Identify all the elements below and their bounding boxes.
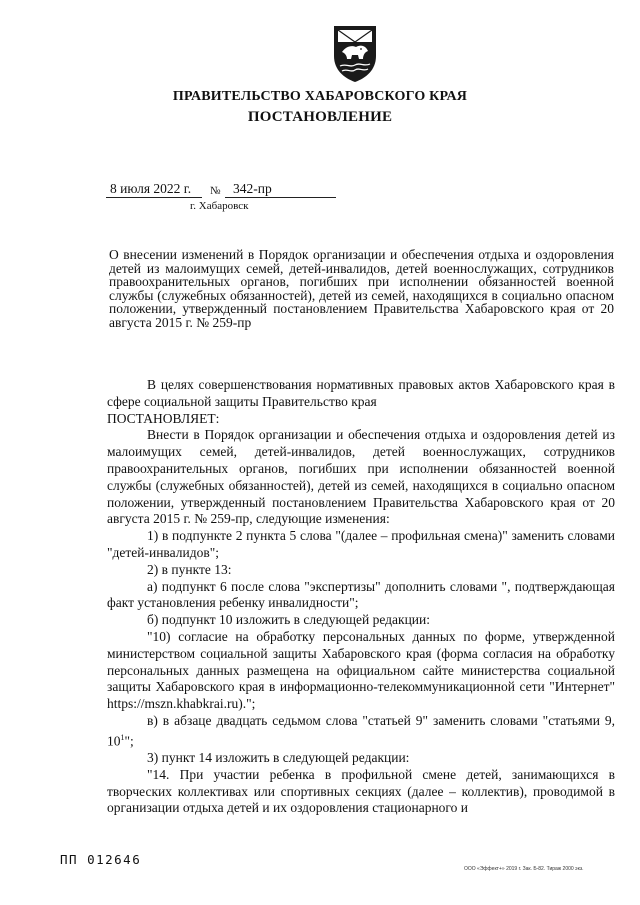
serial-number: ПП 012646 [60,852,142,867]
number-label: № [210,185,221,197]
body-paragraph: "10) согласие на обработку персональных данных по форме, утвержденной министерством социальной защиты Хабаровского края (форма согласия на обработку персональных данных размещена на официальном сайте министерства социальной защиты Хабаровского края в информационно-телекоммуникационной сети "Интернет" https://mszn.khabkrai.ru)."; [107,628,615,712]
date-underline [106,197,202,198]
government-title: ПРАВИТЕЛЬСТВО ХАБАРОВСКОГО КРАЯ [172,89,468,104]
paragraph-text: "; [124,733,134,749]
document-subject: О внесении изменений в Порядок организации и обеспечения отдыха и оздоровления детей из малоимущих семей, детей-инвалидов, детей военнослужащих, сотрудников правоохранительных органов, погибших при исполнении обязанностей военной службы (служебных обязанностей), детей из семей, находящихся в социально опасном положении, утвержденный постановлением Правительства Хабаровского края от 20 августа 2015 г. № 259-пр [109,247,614,330]
document-type: ПОСТАНОВЛЕНИЕ [247,109,393,125]
paragraph-text: в) в абзаце двадцать седьмом слова "статьей 9" заменить словами "статьями 9, 10 [107,712,615,749]
decree-word: ПОСТАНОВЛЯЕТ: [107,410,220,426]
body-paragraph: б) подпункт 10 изложить в следующей редакции: [147,612,431,628]
body-paragraph: "14. При участии ребенка в профильной смене детей, занимающихся в творческих коллективах или спортивных секциях (далее – коллектив), проводимой в организации отдыха детей и их оздоровления стационарного и [107,766,615,816]
number-underline [225,197,336,198]
superscript: 1 [120,732,125,742]
document-body [107,377,615,817]
printer-imprint: ООО «Эффект+» 2019 г. Зак. Б-82. Тираж 2000 экз. [464,866,584,872]
body-paragraph: а) подпункт 6 после слова "экспертизы" дополнить словами ", подтверждающая факт установления ребенку инвалидности"; [107,578,615,611]
document-number: 342-пр [233,181,272,196]
document-city: г. Хабаровск [190,200,249,212]
body-paragraph [107,713,615,750]
coat-of-arms-icon [328,22,382,84]
body-paragraph: 2) в пункте 13: [147,561,232,577]
body-paragraph: 1) в подпункте 2 пункта 5 слова "(далее – профильная смена)" заменить словами "детей-инвалидов"; [107,528,615,560]
body-paragraph: 3) пункт 14 изложить в следующей редакции: [147,750,410,766]
body-paragraph: Внести в Порядок организации и обеспечения отдыха и оздоровления детей из малоимущих семей, детей-инвалидов, детей военнослужащих, сотрудников правоохранительных органов, погибших при исполнении обязанностей военной службы (служебных обязанностей), детей из семей, находящихся в социально опасном положении, утвержденный постановлением Правительства Хабаровского края от 20 августа 2015 г. № 259-пр, следующие изменения: [107,427,615,527]
intro-paragraph: В целях совершенствования нормативных правовых актов Хабаровского края в сфере социальной защиты Правительство края [107,377,615,409]
document-date: 8 июля 2022 г. [110,181,192,196]
